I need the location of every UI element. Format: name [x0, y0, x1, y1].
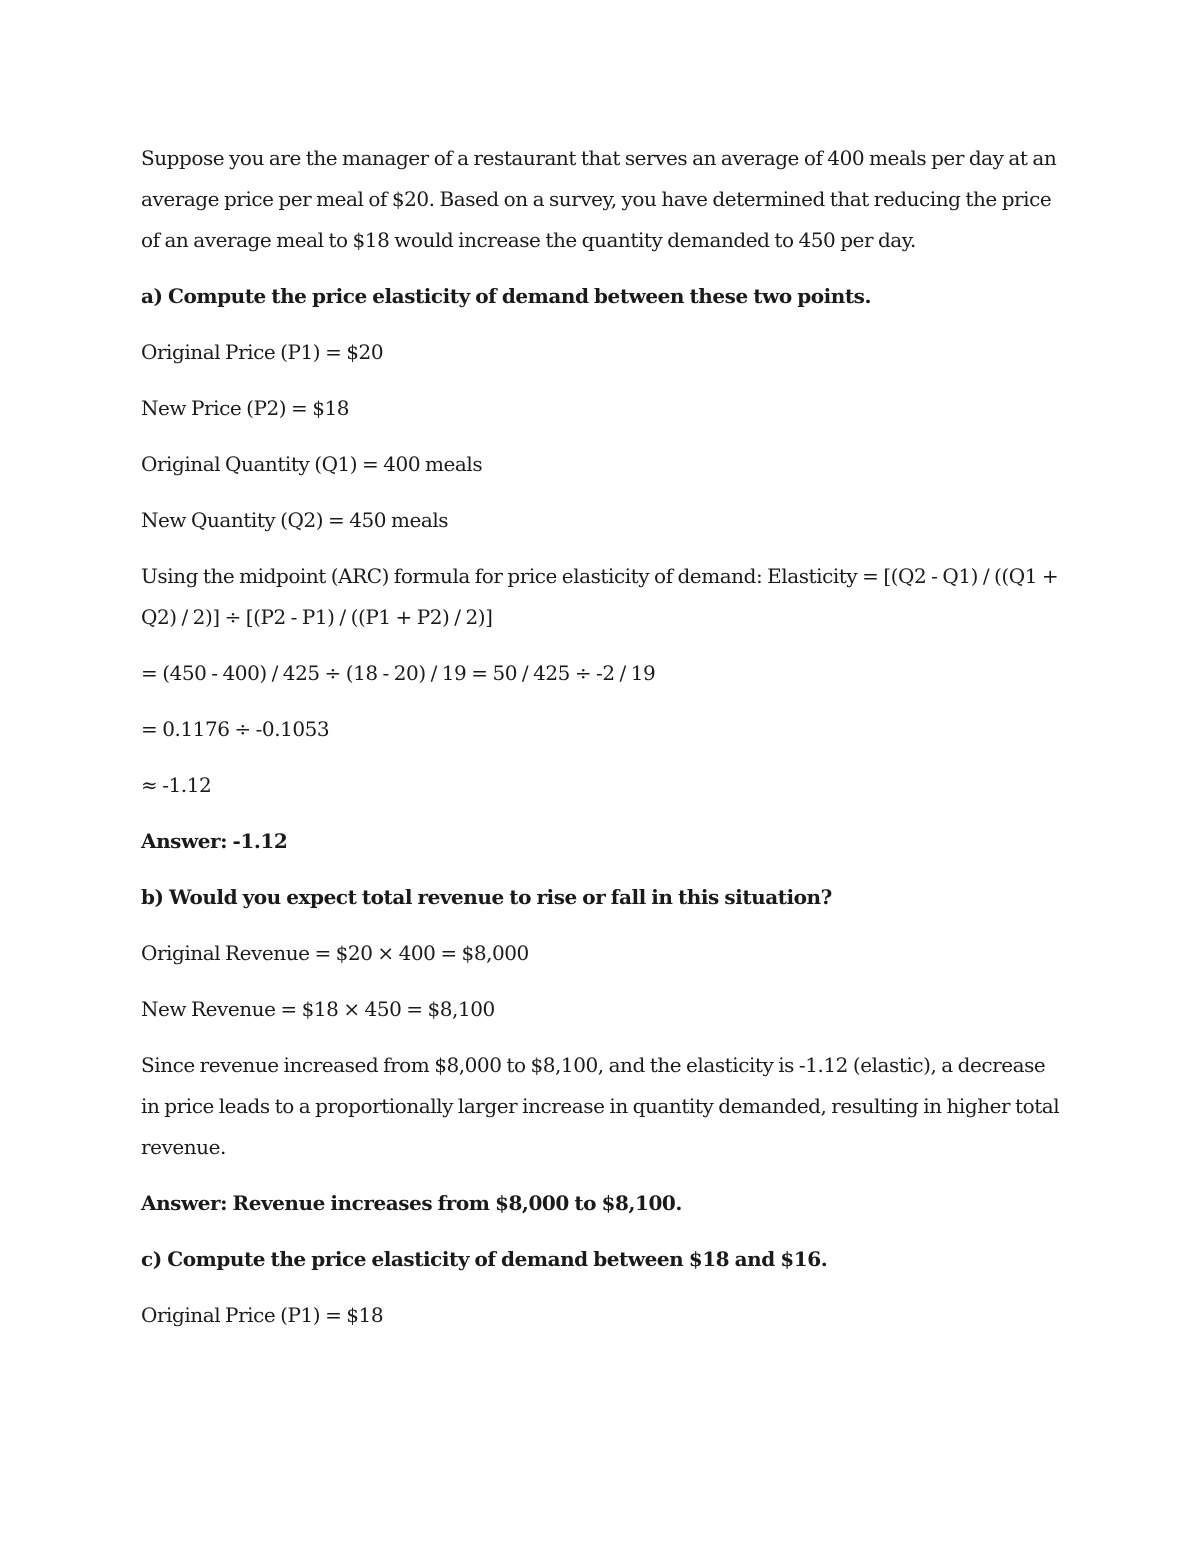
intro-paragraph: Suppose you are the manager of a restaurant that serves an average of 400 meals per day at an average price per meal of $20. Based on a survey, you have determined that reducing the price of an average meal to $18 would increase the quantity demanded to 450 per day.: [141, 146, 1057, 252]
part-b-question: b) Would you expect total revenue to rise or fall in this situation?: [141, 885, 832, 909]
part-a-new-quantity: New Quantity (Q2) = 450 meals: [141, 508, 449, 532]
part-a-step-2: = 0.1176 ÷ -0.1053: [141, 717, 330, 741]
part-a-original-price: Original Price (P1) = $20: [141, 340, 384, 364]
part-b-explanation: Since revenue increased from $8,000 to $8,100, and the elasticity is -1.12 (elastic), a decrease in price leads to a proportionally larger increase in quantity demanded, resulting in higher total revenue.: [141, 1053, 1060, 1159]
part-c-question: c) Compute the price elasticity of demand between $18 and $16.: [141, 1247, 828, 1271]
part-a-step-3: ≈ -1.12: [141, 773, 212, 797]
part-a-question: a) Compute the price elasticity of demand between these two points.: [141, 284, 872, 308]
part-b-original-revenue: Original Revenue = $20 × 400 = $8,000: [141, 941, 529, 965]
part-b-new-revenue: New Revenue = $18 × 450 = $8,100: [141, 997, 495, 1021]
document-page: [141, 138, 1066, 1351]
part-a-answer: Answer: -1.12: [141, 829, 288, 853]
part-a-original-quantity: Original Quantity (Q1) = 400 meals: [141, 452, 483, 476]
part-a-new-price: New Price (P2) = $18: [141, 396, 350, 420]
part-b-answer: Answer: Revenue increases from $8,000 to $8,100.: [141, 1191, 682, 1215]
part-a-formula: Using the midpoint (ARC) formula for price elasticity of demand: Elasticity = [(Q2 - Q1) / ((Q1 + Q2) / 2)] ÷ [(P2 - P1) / ((P1 + P2) / 2)]: [141, 564, 1059, 629]
part-a-step-1: = (450 - 400) / 425 ÷ (18 - 20) / 19 = 50 / 425 ÷ -2 / 19: [141, 661, 656, 685]
part-c-original-price: Original Price (P1) = $18: [141, 1303, 384, 1327]
